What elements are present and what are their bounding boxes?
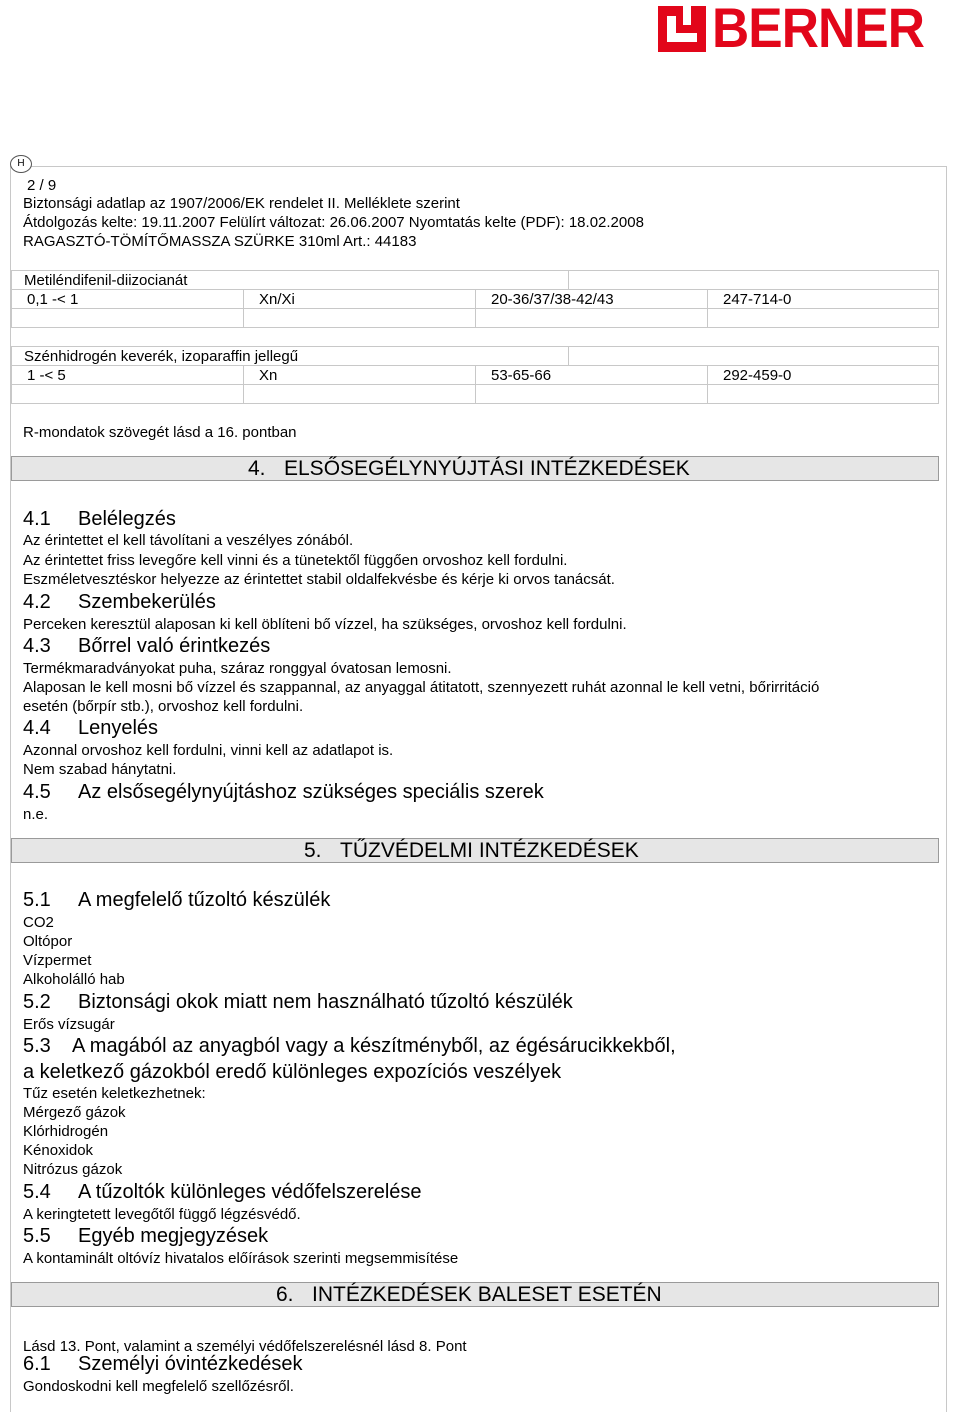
paragraph-line: esetén (bőrpír stb.), orvoshoz kell fordulni. <box>23 698 304 715</box>
cell-divider <box>707 385 708 404</box>
paragraph-line: Gondoskodni kell megfelelő szellőzésről. <box>23 1378 294 1395</box>
paragraph-line: Az érintettet friss levegőre kell vinni és a tünetektől függően orvoshoz kell fordulni. <box>23 552 568 569</box>
subsection-5-4-heading <box>23 1180 422 1204</box>
component-1-r-phrases: 20-36/37/38-42/43 <box>491 291 614 308</box>
cell-divider <box>243 385 244 404</box>
section-5-title: TŰZVÉDELMI INTÉZKEDÉSEK <box>340 839 639 862</box>
cell-divider <box>243 366 244 385</box>
subsection-5-3-heading <box>23 1034 676 1058</box>
subsection-5-5-heading <box>23 1224 268 1248</box>
subsection-number: 5.1 <box>23 889 51 911</box>
component-2-empty-row <box>11 384 939 404</box>
list-item: CO2 <box>23 914 54 931</box>
list-item: Vízpermet <box>23 952 92 969</box>
dates-line: Átdolgozás kelte: 19.11.2007 Felülírt változat: 26.06.2007 Nyomtatás kelte (PDF): 18.02.2008 <box>23 214 644 231</box>
paragraph-line: A kontaminált oltóvíz hivatalos előírások szerinti megsemmisítése <box>23 1250 459 1267</box>
section-4-number: 4. <box>248 457 266 480</box>
component-2-concentration: 1 -< 5 <box>27 367 66 384</box>
subsection-number: 4.5 <box>23 781 51 803</box>
cell-divider <box>475 366 476 385</box>
list-item: Alkoholálló hab <box>23 971 125 988</box>
section-6-number: 6. <box>276 1283 294 1306</box>
paragraph-line: Az érintettet el kell távolítani a veszélyes zónából. <box>23 532 354 549</box>
subsection-title: Belélegzés <box>78 508 176 530</box>
subsection-number: 4.2 <box>23 591 51 613</box>
subsection-title: A megfelelő tűzoltó készülék <box>78 889 331 911</box>
subsection-number: 5.3 <box>23 1035 51 1057</box>
subsection-title: A magából az anyagból vagy a készítményből, az égésárucikkekből, <box>72 1035 676 1057</box>
cell-divider <box>707 309 708 328</box>
subsection-number: 4.1 <box>23 508 51 530</box>
berner-logo-mark-icon <box>658 6 706 52</box>
regulation-line: Biztonsági adatlap az 1907/2006/EK rendelet II. Melléklete szerint <box>23 195 460 212</box>
cell-divider <box>707 366 708 385</box>
list-item: Mérgező gázok <box>23 1104 126 1121</box>
subsection-4-2-heading <box>23 590 216 614</box>
subsection-number: 4.3 <box>23 635 51 657</box>
cell-divider <box>568 271 569 289</box>
section-6-heading <box>11 1282 939 1307</box>
section-6-intro: Lásd 13. Pont, valamint a személyi védőfelszerelésnél lásd 8. Pont <box>23 1338 467 1355</box>
section-4-heading <box>11 456 939 481</box>
section-5-number: 5. <box>304 839 322 862</box>
language-badge: H <box>10 155 32 173</box>
subsection-5-2-heading <box>23 990 573 1014</box>
paragraph-line: Nem szabad hánytatni. <box>23 761 177 778</box>
section-5-heading <box>11 838 939 863</box>
list-item: Klórhidrogén <box>23 1123 109 1140</box>
cell-divider <box>243 309 244 328</box>
paragraph-line: Azonnal orvoshoz kell fordulni, vinni kell az adatlapot is. <box>23 742 394 759</box>
component-1-empty-row <box>11 308 939 328</box>
component-1-ec-number: 247-714-0 <box>723 291 792 308</box>
section-6-title: INTÉZKEDÉSEK BALESET ESETÉN <box>312 1283 662 1306</box>
subsection-4-4-heading <box>23 716 158 740</box>
page-number: 2 / 9 <box>27 177 57 194</box>
subsection-title: Biztonsági okok miatt nem használható tűzoltó készülék <box>78 991 573 1013</box>
component-1-symbol: Xn/Xi <box>259 291 295 308</box>
paragraph-line: Alaposan le kell mosni bő vízzel és szappannal, az anyaggal átitatott, szennyezett ruhát azonnal le kell vetni, bőrirritáció <box>23 679 820 696</box>
subsection-4-5-heading <box>23 780 544 804</box>
subsection-number: 5.2 <box>23 991 51 1013</box>
subsection-number: 6.1 <box>23 1353 51 1375</box>
subsection-title: Személyi óvintézkedések <box>78 1353 303 1375</box>
component-2-name: Szénhidrogén keverék, izoparaffin jellegű <box>24 348 299 365</box>
cell-divider <box>475 385 476 404</box>
component-2-data-row <box>11 365 939 385</box>
component-2-r-phrases: 53-65-66 <box>491 367 552 384</box>
component-2-ec-number: 292-459-0 <box>723 367 792 384</box>
paragraph-line: n.e. <box>23 806 49 823</box>
subsection-title: Bőrrel való érintkezés <box>78 635 271 657</box>
paragraph-line: Perceken keresztül alaposan ki kell öblíteni bő vízzel, ha szükséges, orvoshoz kell fordulni. <box>23 616 627 633</box>
cell-divider <box>475 309 476 328</box>
section-4-title: ELSŐSEGÉLYNYÚJTÁSI INTÉZKEDÉSEK <box>284 457 690 480</box>
subsection-title: Egyéb megjegyzések <box>78 1225 269 1247</box>
berner-logo <box>656 0 960 59</box>
list-item: Tűz esetén keletkezhetnek: <box>23 1085 206 1102</box>
subsection-title: Lenyelés <box>78 717 159 739</box>
cell-divider <box>243 290 244 309</box>
component-2-name-row <box>11 346 939 366</box>
list-item: Nitrózus gázok <box>23 1161 123 1178</box>
paragraph-line: Eszméletvesztéskor helyezze az érintettet stabil oldalfekvésbe és kérje ki orvos tanácsát. <box>23 571 615 588</box>
component-1-data-row <box>11 289 939 309</box>
subsection-number: 5.4 <box>23 1181 51 1203</box>
cell-divider <box>568 347 569 365</box>
cell-divider <box>707 290 708 309</box>
cell-divider <box>475 290 476 309</box>
subsection-5-3-heading-line-2: a keletkező gázokból eredő különleges expozíciós veszélyek <box>23 1061 562 1083</box>
subsection-title: A tűzoltók különleges védőfelszerelése <box>78 1181 422 1203</box>
component-1-name: Metiléndifenil-diizocianát <box>24 272 188 289</box>
subsection-4-3-heading <box>23 634 270 658</box>
list-item: Oltópor <box>23 933 73 950</box>
subsection-4-1-heading <box>23 507 176 531</box>
list-item: Erős vízsugár <box>23 1016 115 1033</box>
component-1-name-row <box>11 270 939 290</box>
paragraph-line: Termékmaradványokat puha, száraz ronggyal óvatosan lemosni. <box>23 660 452 677</box>
subsection-number: 4.4 <box>23 717 51 739</box>
paragraph-line: A keringtetett levegőtől függő légzésvédő. <box>23 1206 301 1223</box>
product-line: RAGASZTÓ-TÖMÍTŐMASSZA SZÜRKE 310ml Art.: 44183 <box>23 233 417 250</box>
subsection-number: 5.5 <box>23 1225 51 1247</box>
list-item: Kénoxidok <box>23 1142 94 1159</box>
berner-logo-text: BERNER <box>712 0 925 59</box>
subsection-5-1-heading <box>23 888 330 912</box>
subsection-6-1-heading <box>23 1352 303 1376</box>
component-2-symbol: Xn <box>259 367 278 384</box>
subsection-title: Az elsősegélynyújtáshoz szükséges speciális szerek <box>78 781 544 803</box>
component-1-concentration: 0,1 -< 1 <box>27 291 79 308</box>
r-phrases-note: R-mondatok szövegét lásd a 16. pontban <box>23 424 297 441</box>
subsection-title: Szembekerülés <box>78 591 216 613</box>
